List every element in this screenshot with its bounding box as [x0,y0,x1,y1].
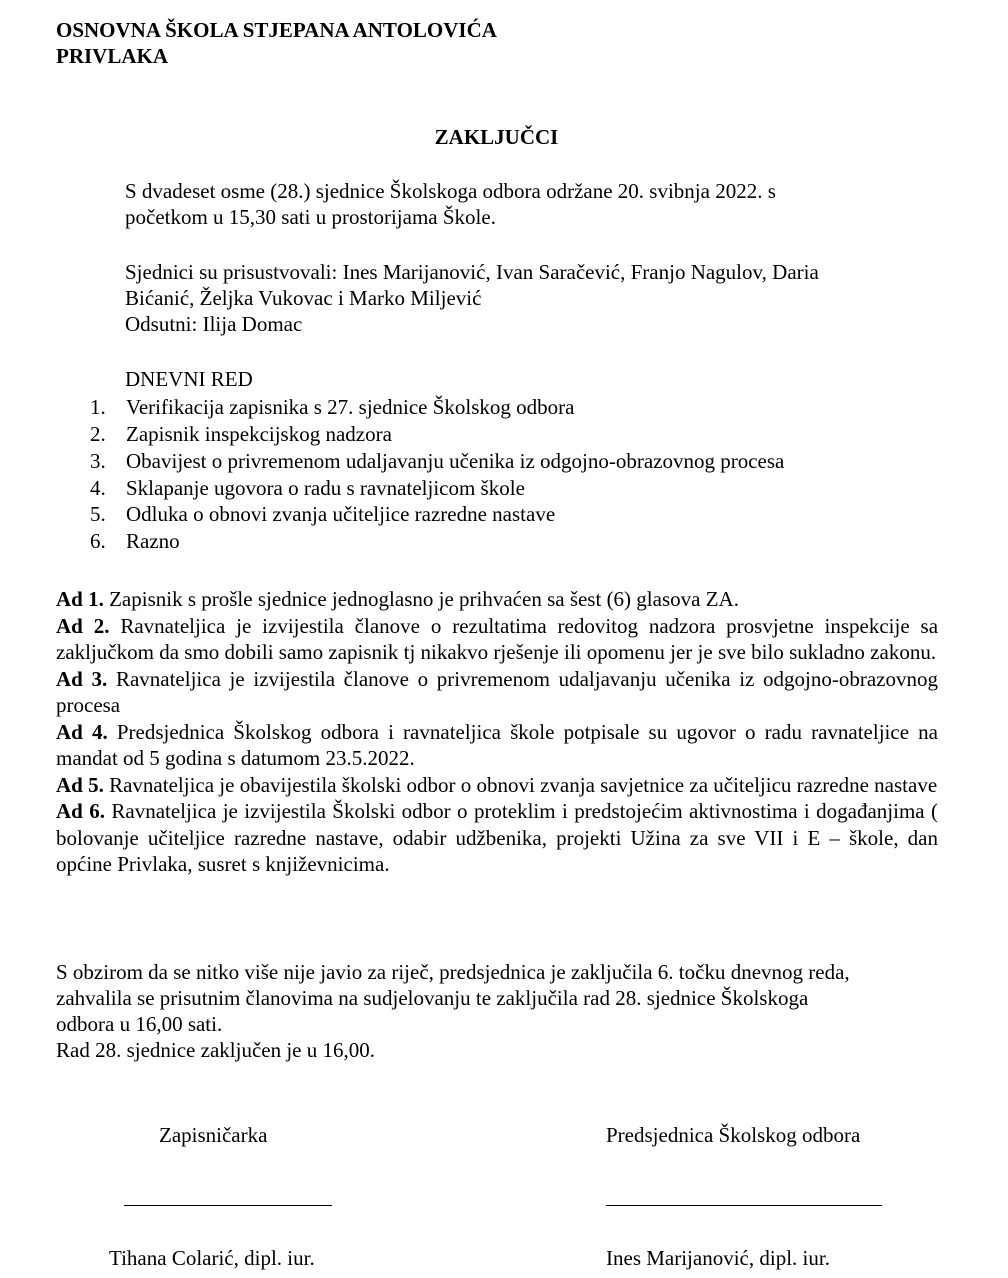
right-signature-line [606,1205,882,1206]
agenda-heading: DNEVNI RED [125,367,253,391]
conclusion-text: Zapisnik s prošle sjednice jednoglasno je prihvaćen sa šest (6) glasova ZA. [109,587,739,611]
attendance-line: Bićanić, Željka Vukovac i Marko Miljević [125,286,482,310]
conclusion-label: Ad 6. [56,799,105,823]
closing-line: S obzirom da se nitko više nije javio za riječ, predsjednica je zaključila 6. točku dnevnog reda, [56,960,850,984]
conclusion-item [56,719,938,772]
left-signature-name: Tihana Colarić, dipl. iur. [109,1246,315,1270]
conclusion-label: Ad 2. [56,613,110,638]
conclusion-item [56,666,938,719]
agenda-item-text: Verifikacija zapisnika s 27. sjednice Školskog odbora [126,395,575,419]
agenda-item-number: 4. [90,476,106,500]
absent-line: Odsutni: Ilija Domac [125,312,303,336]
conclusion-text: sukladno zakonu. [789,640,937,664]
conclusion-text: sa zaključkom da smo dobili samo zapisnik tj nikakvo rješenje ili opomenu jer je sve bilo [56,613,939,664]
conclusion-text: VII i E – škole, dan općine Privlaka, susret s književnicima. [56,825,938,876]
left-signature-role: Zapisničarka [159,1123,268,1147]
conclusion-item [56,798,938,878]
conclusion-text: na mandat od 5 godina s datumom 23.5.2022. [56,719,938,770]
conclusion-text: Ravnateljica je izvijestila članove o privremenom udaljavanju učenika iz odgojno- [115,666,839,691]
conclusion-label: Ad 1. [56,587,104,611]
conclusion-text: događanjima ( bolovanje učiteljice razredne nastave, odabir udžbenika, projekti Užina za sve [56,799,938,850]
closing-paragraph [56,959,850,1063]
school-header [56,17,497,69]
conclusions [56,586,938,878]
agenda-item-text: Sklapanje ugovora o radu s ravnateljicom škole [126,476,525,500]
conclusion-label: Ad 5. [56,772,104,797]
intro-line: početkom u 15,30 sati u prostorijama Škole. [125,205,496,229]
conclusion-item [56,772,938,799]
conclusion-text: Ravnateljica je obavijestila školski odbor o obnovi zvanja savjetnice za učiteljicu [109,772,792,797]
closing-line: zahvalila se prisutnim članovima na sudjelovanju te zaključila rad 28. sjednice Školskoga [56,986,809,1010]
conclusion-text: Predsjednica Školskog odbora i ravnateljica škole potpisale su ugovor o radu ravnateljice [116,719,910,744]
conclusion-text: obrazovnog procesa [56,666,938,717]
agenda-item-number: 3. [90,449,106,473]
agenda-item-number: 6. [90,529,106,553]
agenda-item-text: Odluka o obnovi zvanja učiteljice razredne nastave [126,502,556,526]
conclusion-item [56,586,938,613]
agenda-item-number: 1. [90,395,106,419]
conclusion-text: razredne nastave [796,772,938,797]
school-location: PRIVLAKA [56,44,169,68]
agenda-item-text: Obavijest o privremenom udaljavanju učenika iz odgojno-obrazovnog procesa [126,449,785,473]
conclusion-text: Ravnateljica je izvijestila Školski odbor o proteklim i predstojećim aktivnostima i [111,799,810,823]
agenda-item-text: Razno [126,529,180,553]
agenda-item-text: Zapisnik inspekcijskog nadzora [126,422,392,446]
intro-paragraph [125,178,776,230]
school-name: OSNOVNA ŠKOLA STJEPANA ANTOLOVIĆA [56,18,497,42]
left-signature-line [124,1205,332,1206]
closing-line: odbora u 16,00 sati. [56,1012,223,1036]
intro-line: S dvadeset osme (28.) sjednice Školskoga odbora održane 20. svibnja 2022. s [125,179,776,203]
conclusion-text: Ravnateljica je izvijestila članove o rezultatima redovitog nadzora prosvjetne inspekcije [120,613,910,638]
attendance-line: Sjednici su prisustvovali: Ines Marijanović, Ivan Saračević, Franjo Nagulov, Daria [125,260,819,284]
closing-line: Rad 28. sjednice zaključen je u 16,00. [56,1038,375,1062]
conclusion-item [56,613,938,666]
document-title: ZAKLJUČCI [434,125,559,149]
agenda-list [0,394,1008,554]
agenda-item-number: 2. [90,422,106,446]
attendance-paragraph [125,259,819,337]
right-signature-name: Ines Marijanović, dipl. iur. [606,1246,830,1270]
conclusion-label: Ad 4. [56,719,108,744]
conclusion-label: Ad 3. [56,666,108,691]
agenda-item-number: 5. [90,502,106,526]
right-signature-role: Predsjednica Školskog odbora [606,1123,861,1147]
